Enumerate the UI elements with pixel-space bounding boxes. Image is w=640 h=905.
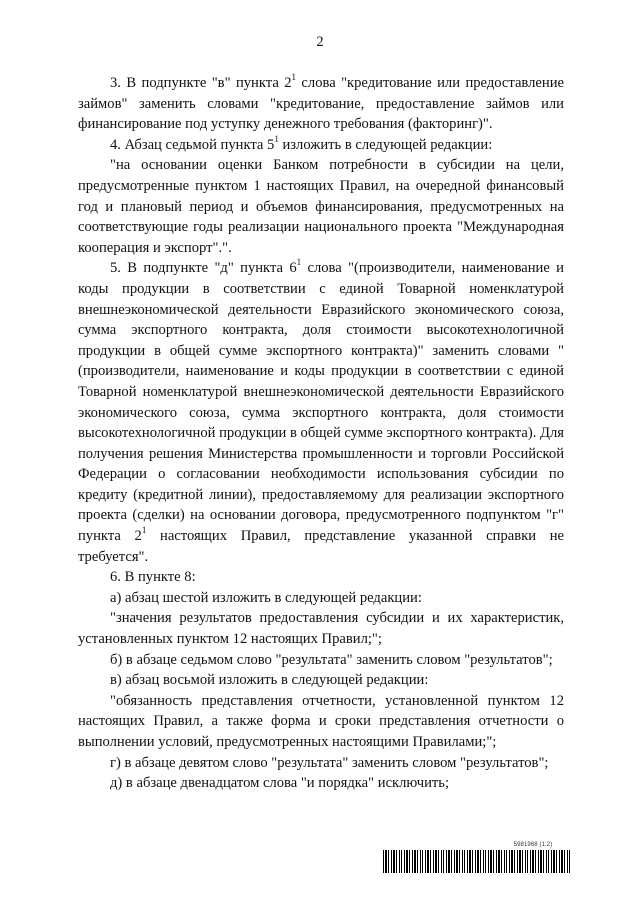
page-number: 2 <box>316 34 324 50</box>
paragraph-6: 6. В пункте 8: <box>110 569 196 586</box>
paragraph-text: слова "(производители, наименование и коды продукции в соответствии с единой Товарной номенклатурой внешнеэкономической деятельности Евразийского экономического союза, сумма экспортного контракта, доля стоимости высокотехнологичной продукции в общей сумме экспортного контракта)" заменить словами "(производители, наименование и коды продукции в соответствии с единой Товарной номенклатурой внешнеэкономической деятельности Евразийского экономического союза, сумма экспортного контракта, доля стоимости высокотехнологичной продукции в общей сумме экспортного контракта). Для получения решения Министерства промышленности и торговли Российской Федерации о согласовании необходимости использования субсидии по кредиту (кредитной линии), предоставляемому для реализации экспортного проекта (сделки) на основании договора, предусмотренного подпунктом "г" пункта 2 <box>78 260 564 545</box>
paragraph-text: слова "кредитование или предоставление займов" заменить словами "кредитование, предоставление займов или финансирование под уступку денежного требования (факторинг)". <box>78 75 564 133</box>
paragraph-6v: в) абзац восьмой изложить в следующей редакции: <box>110 672 429 689</box>
document-id: 5981968 (1.2) <box>513 842 553 848</box>
paragraph-5 <box>78 258 564 567</box>
paragraph-text: настоящих Правил, представление указанной справки не требуется". <box>78 528 564 565</box>
paragraph-6v-quote: "обязанность представления отчетности, установленной пунктом 12 настоящих Правил, а также форма и сроки представления отчетности о выполнении условий, предусмотренных настоящими Правилами;"; <box>78 692 564 750</box>
superscript: 1 <box>296 257 302 268</box>
paragraph-6d: д) в абзаце двенадцатом слова "и порядка" исключить; <box>110 775 450 792</box>
document-body <box>78 73 564 794</box>
paragraph-text: изложить в следующей редакции: <box>278 136 493 153</box>
paragraph-text: 5. В подпункте "д" пункта 6 <box>110 260 297 277</box>
paragraph-6a: а) абзац шестой изложить в следующей редакции: <box>110 589 422 606</box>
paragraph-4-quote: "на основании оценки Банком потребности в субсидии на цели, предусмотренные пунктом 1 настоящих Правил, на очередной финансовый год и плановый период и объемов финансирования, предусмотренных на соответствующие годы реализации национального проекта "Международная кооперация и экспорт".". <box>78 157 564 256</box>
superscript: 1 <box>291 72 297 83</box>
paragraph-6g: г) в абзаце девятом слово "результата" заменить словом "результатов"; <box>110 754 549 771</box>
superscript: 1 <box>274 133 279 144</box>
superscript: 1 <box>141 525 147 536</box>
paragraph-6b: б) в абзаце седьмом слово "результата" заменить словом "результатов"; <box>110 651 553 668</box>
paragraph-text: 4. Абзац седьмой пункта 5 <box>110 136 275 153</box>
paragraph-text: 3. В подпункте "в" пункта 2 <box>110 75 292 91</box>
paragraph-4 <box>78 135 564 156</box>
barcode <box>383 850 572 873</box>
paragraph-3 <box>78 73 564 135</box>
paragraph-6a-quote: "значения результатов предоставления субсидии и их характеристик, установленных пунктом 12 настоящих Правил;"; <box>78 610 564 648</box>
